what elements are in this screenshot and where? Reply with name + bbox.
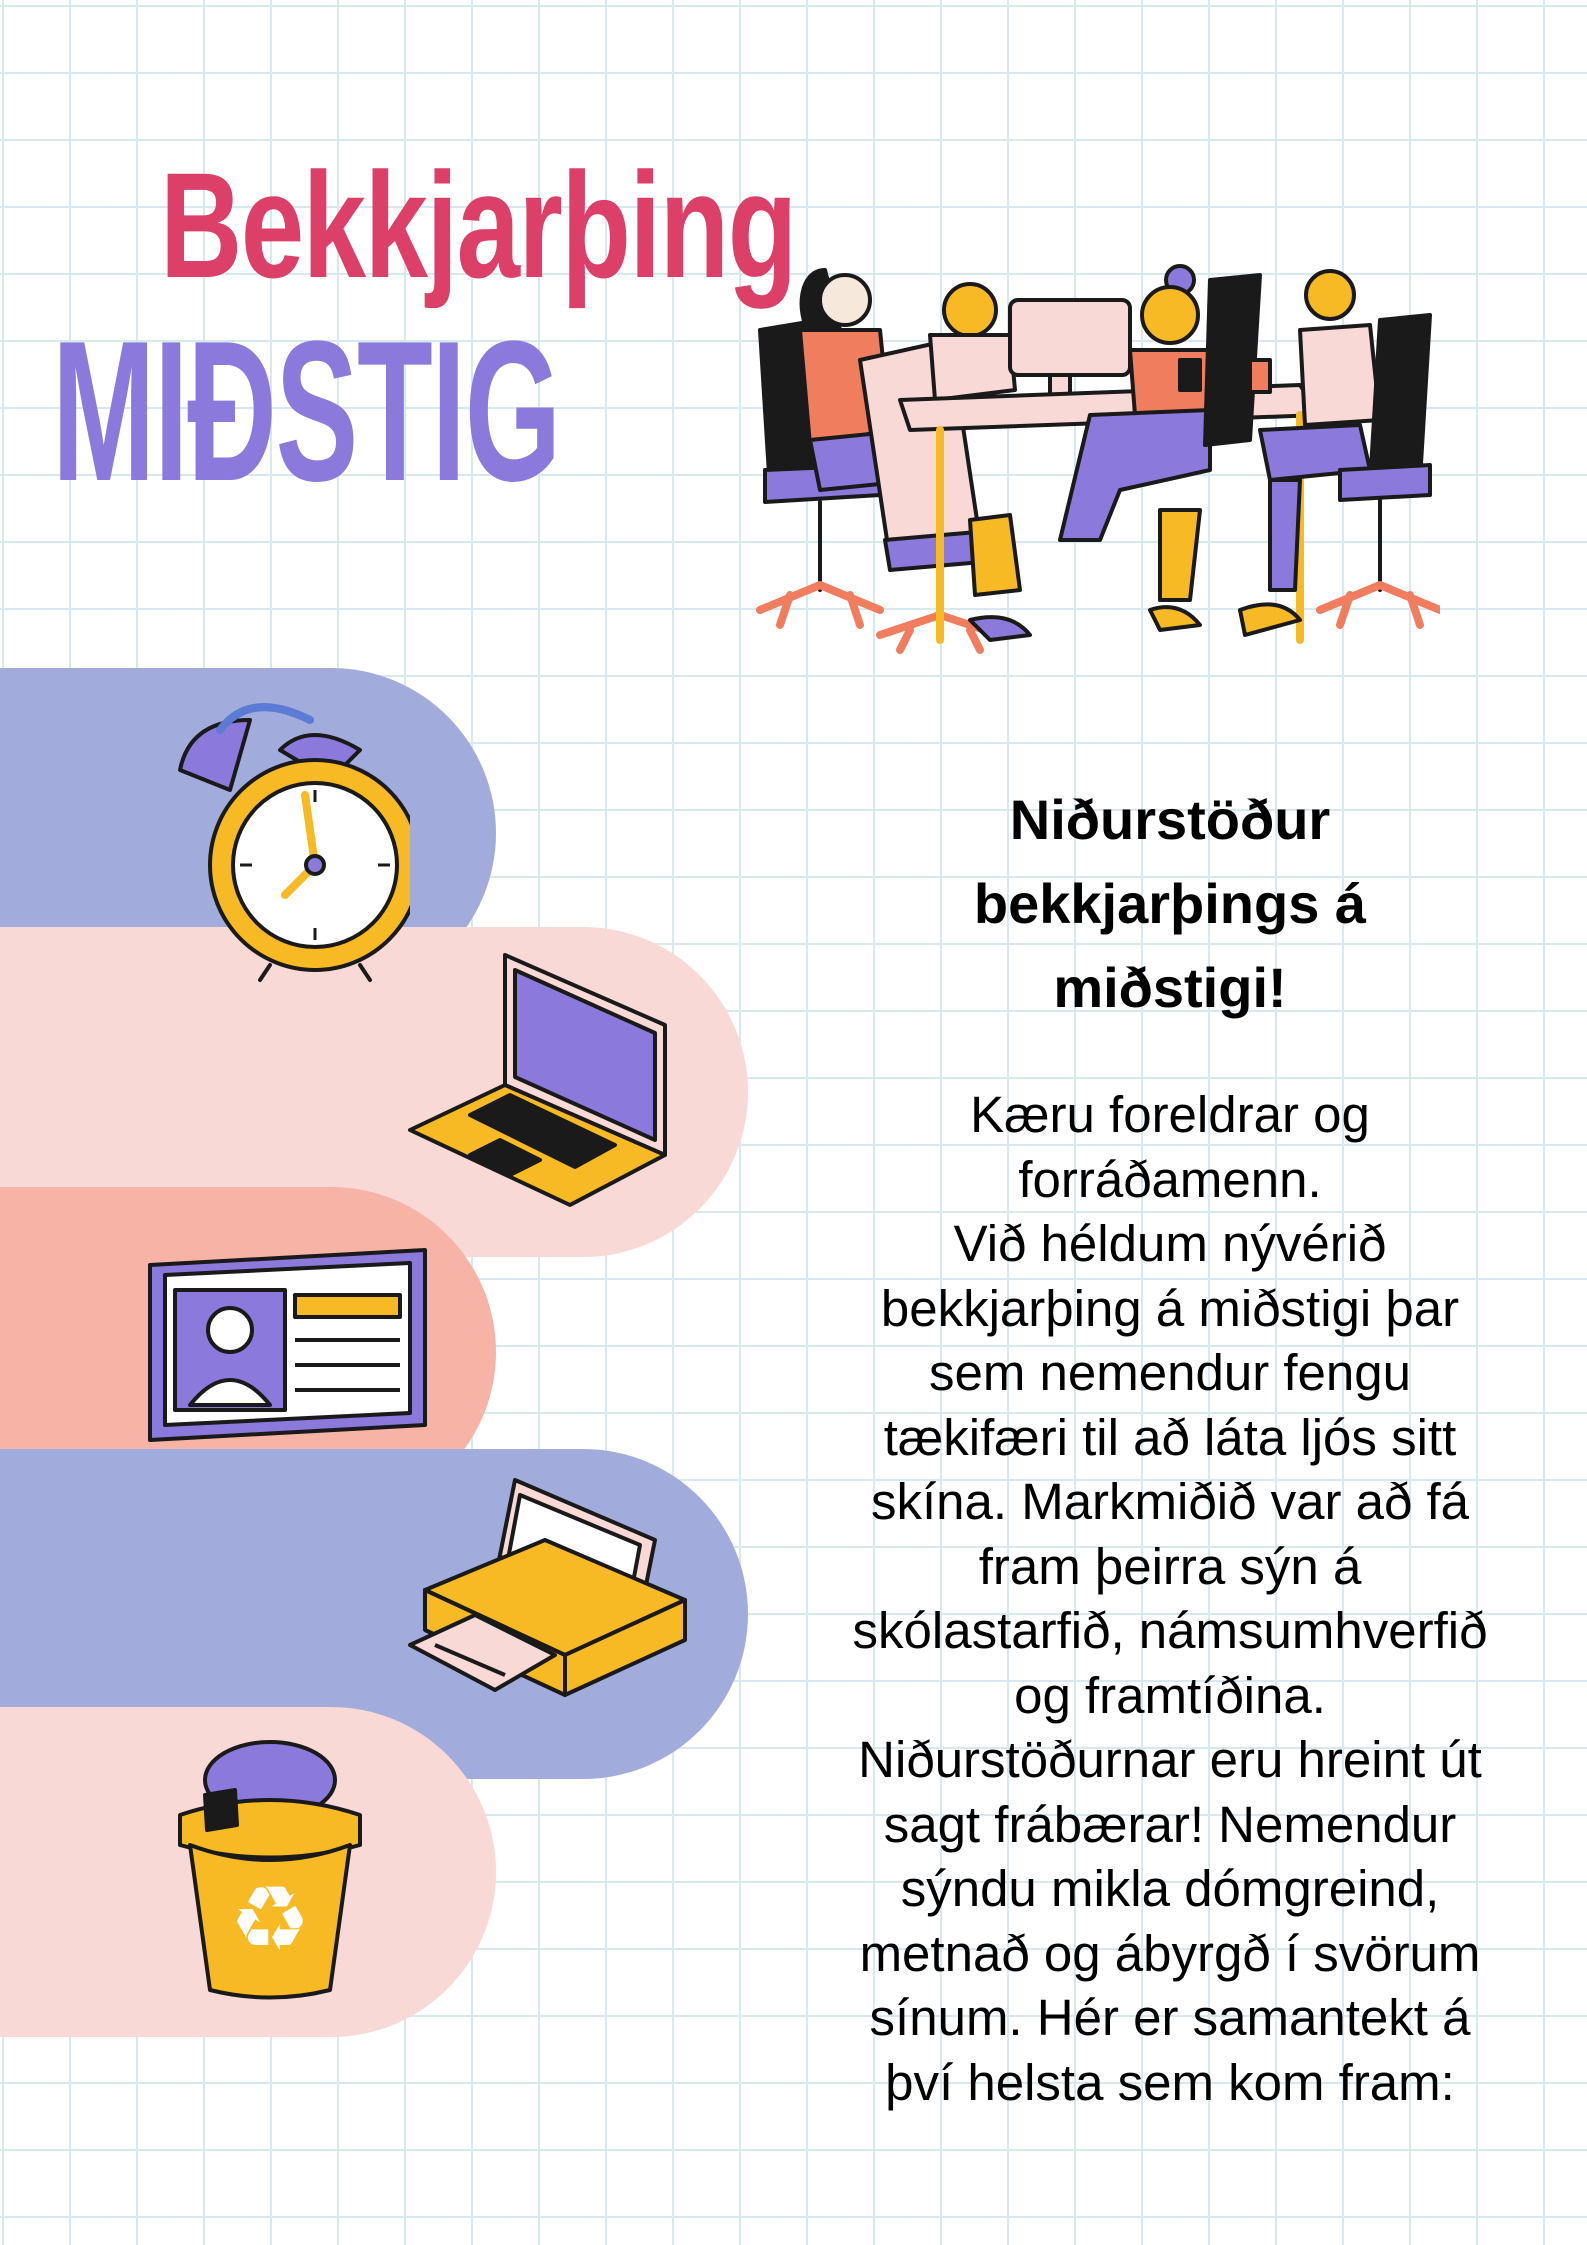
body-line: Við héldum nývérið [953, 1215, 1387, 1272]
body-paragraph [760, 1083, 1580, 2115]
body-line: Niðurstöðurnar eru hreint út [858, 1731, 1482, 1788]
alarm-clock-icon [150, 680, 410, 990]
page-heading [790, 778, 1550, 1030]
id-card-icon [145, 1245, 430, 1445]
body-line: tækifæri til að láta ljós sitt [883, 1408, 1457, 1466]
body-line: og framtíðina. [1014, 1666, 1326, 1724]
body-line: forráðamenn. [1018, 1150, 1322, 1208]
title-line-1: Bekkjarþing [160, 141, 796, 309]
body-line: því helsta sem kom fram: [885, 2053, 1455, 2111]
body-line: sem nemendur fengu [929, 1344, 1411, 1401]
body-line: sýndu mikla dómgreind, [900, 1860, 1440, 1917]
body-line: sínum. Hér er samantekt á [869, 1989, 1471, 2046]
body-line: sagt frábærar! Nemendur [883, 1795, 1457, 1853]
recycling-bin-icon [175, 1735, 365, 2005]
laptop-icon [400, 945, 680, 1225]
body-line: skína. Markmiðið var að fá [870, 1473, 1470, 1530]
title-line-2: MIÐSTIG [52, 300, 560, 523]
heading-line: bekkjarþings á [973, 872, 1367, 935]
body-line: metnað og ábyrgð í svörum [859, 1924, 1481, 1982]
people-meeting-at-table-illustration [740, 240, 1440, 660]
body-line: fram þeirra sýn á [978, 1537, 1362, 1595]
body-line: skólastarfið, námsumhverfið [852, 1602, 1488, 1659]
printer-icon [405, 1470, 695, 1730]
heading-line: Niðurstöður [1009, 788, 1331, 851]
heading-line: miðstigi! [1053, 956, 1287, 1019]
body-line: Kæru foreldrar og [970, 1086, 1370, 1143]
svg-text:♻: ♻ [229, 1867, 311, 1972]
body-line: bekkjarþing á miðstigi þar [880, 1279, 1460, 1337]
